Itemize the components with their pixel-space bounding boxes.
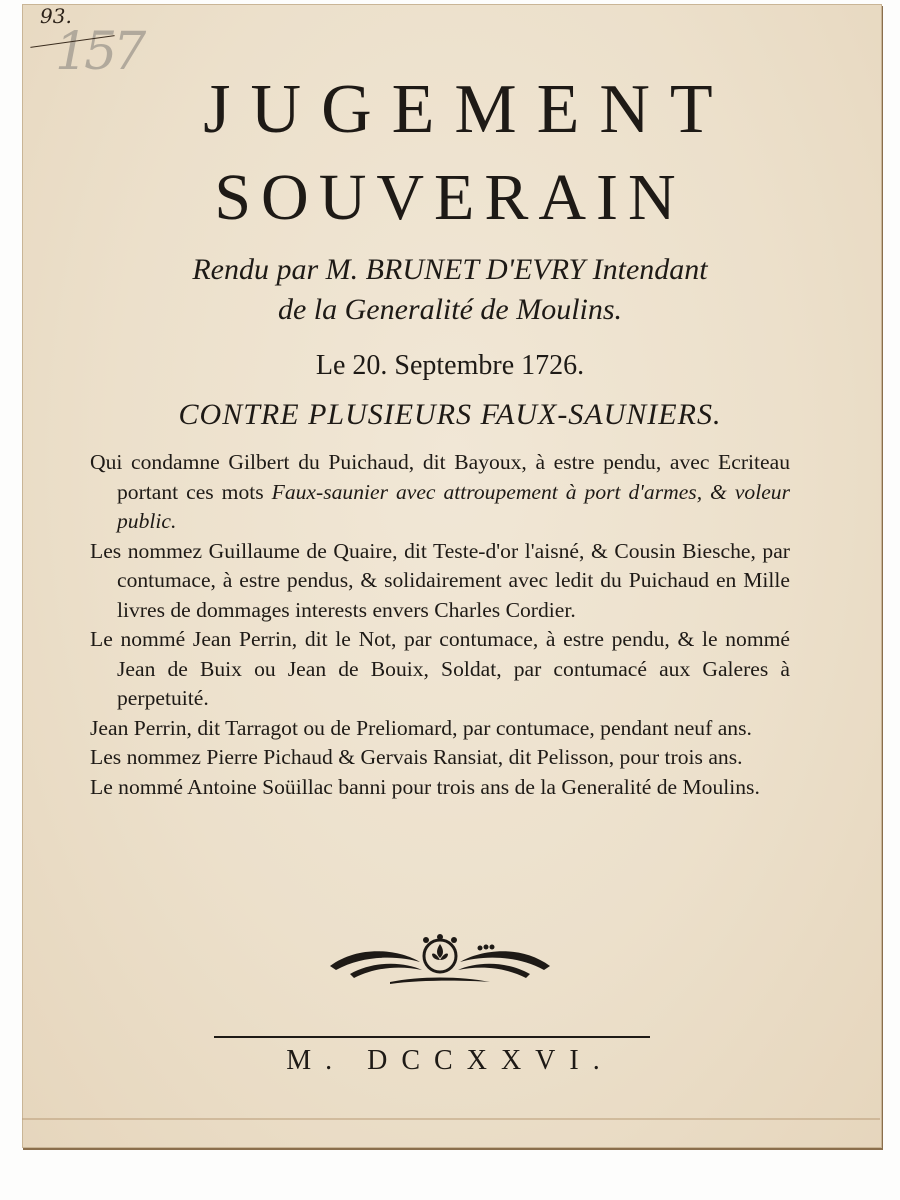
- title-line-1: JUGEMENT: [203, 71, 733, 148]
- divider-rule: [214, 1036, 650, 1038]
- paragraph: Le nommé Antoine Soüillac banni pour trois ans de la Generalité de Moulins.: [90, 774, 760, 799]
- ink-number: 93.: [40, 4, 72, 28]
- paper-fold: [22, 1118, 880, 1120]
- heading: CONTRE PLUSIEURS FAUX-SAUNIERS.: [178, 398, 722, 431]
- date: Le 20. Septembre 1726.: [315, 350, 585, 381]
- paragraph: Le nommé Jean Perrin, dit le Not, par contumace, à estre pendu, & le nommé Jean de Buix ou Jean de Bouix, Soldat, par contumacé aux Galeres à perpetuité.: [90, 627, 790, 710]
- fleur-de-lis-ornament-icon: [320, 932, 560, 988]
- paragraph: [90, 448, 790, 537]
- body-text: [90, 448, 790, 802]
- title-line-2: SOUVERAIN: [214, 161, 686, 234]
- paragraph: Les nommez Guillaume de Quaire, dit Teste-d'or l'aisné, & Cousin Biesche, par contumace, à estre pendus, & solidairement avec ledit du Puichaud en Mille livres de dommages interests envers Charles Cordier.: [90, 538, 790, 622]
- pencil-number: 157: [55, 22, 143, 82]
- subtitle: [0, 250, 900, 330]
- subtitle-line-2: de la Generalité de Moulins.: [277, 293, 623, 326]
- subtitle-line-1: Rendu par M. BRUNET D'EVRY Intendant: [192, 253, 708, 286]
- paragraph: Les nommez Pierre Pichaud & Gervais Ransiat, dit Pelisson, pour trois ans.: [90, 745, 743, 769]
- paragraph-text: Qui condamne Gilbert du Puichaud, dit Bayoux, à estre pendu, avec Ecriteau portant ces mots: [90, 450, 790, 504]
- paragraph-italic-text: Faux-saunier avec attroupement à port d'armes, & voleur public.: [117, 479, 790, 533]
- imprint-year: M. DCCXXVI.: [286, 1045, 614, 1076]
- paragraph: Jean Perrin, dit Tarragot ou de Preliomard, par contumace, pendant neuf ans.: [90, 715, 752, 740]
